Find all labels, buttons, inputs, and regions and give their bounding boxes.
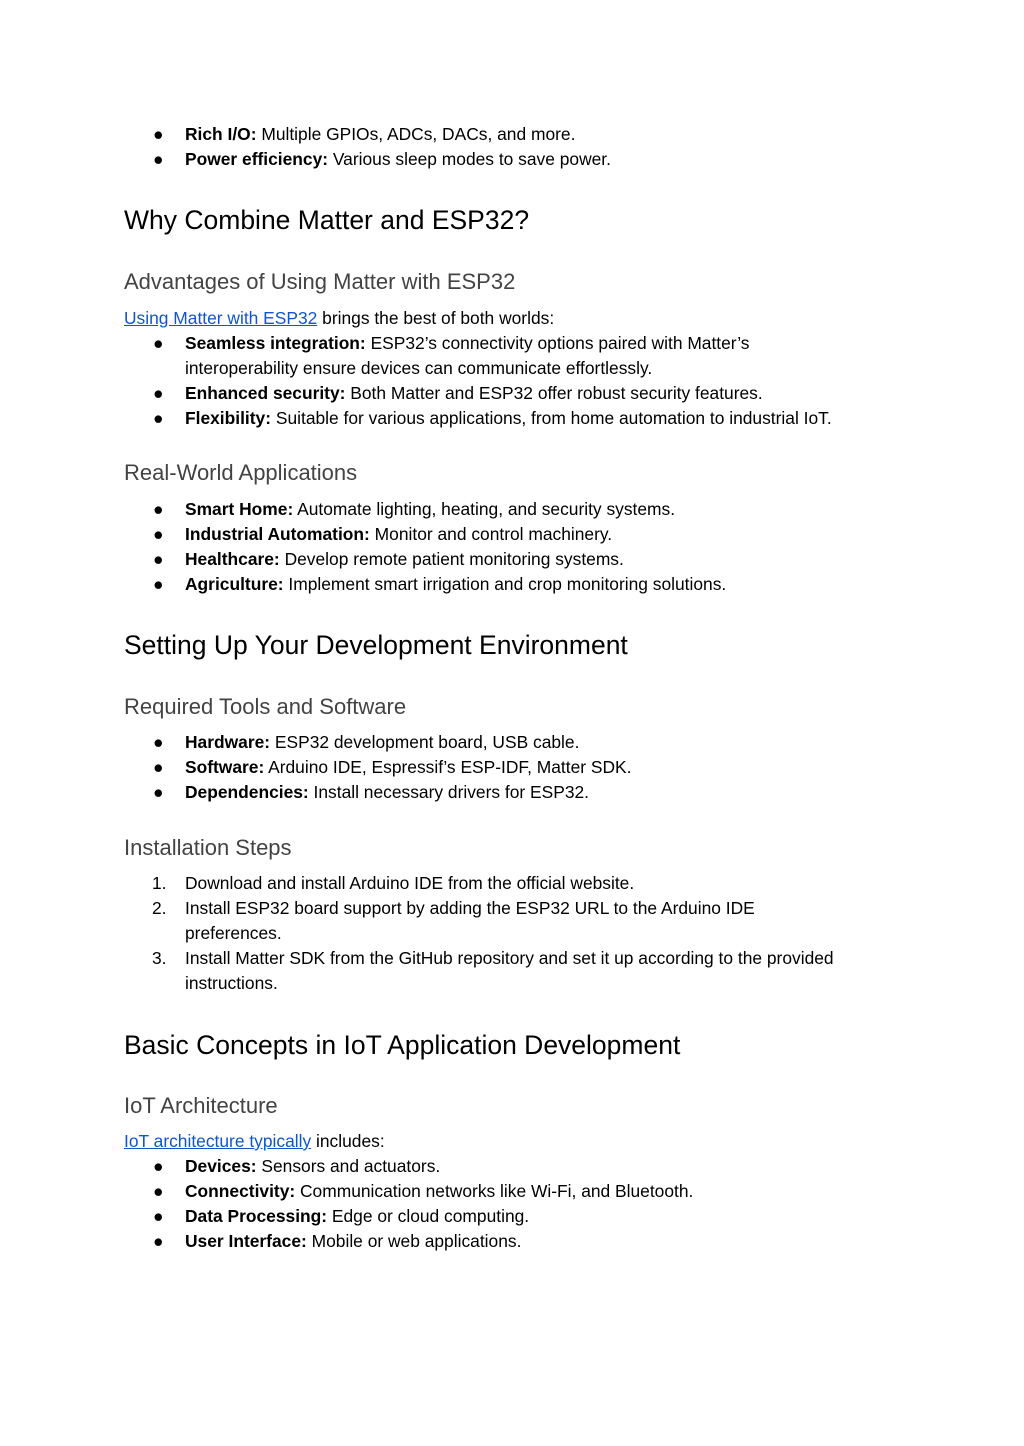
bullet-icon: ●: [153, 524, 164, 544]
list-item: [124, 572, 904, 597]
list-term: Seamless integration:: [185, 333, 366, 353]
list-term: Healthcare:: [185, 549, 280, 569]
lead-text: brings the best of both worlds:: [317, 308, 555, 328]
list-term: Connectivity:: [185, 1181, 296, 1201]
list-item: [124, 406, 904, 431]
list-item: [124, 1204, 904, 1229]
list-text: Develop remote patient monitoring systems.: [279, 549, 624, 569]
heading-advantages: Advantages of Using Matter with ESP32: [124, 269, 516, 294]
bullet-icon: ●: [153, 149, 164, 169]
list-text: Communication networks like Wi-Fi, and Bluetooth.: [295, 1181, 694, 1201]
list-text: Automate lighting, heating, and security systems.: [293, 499, 676, 519]
bullet-icon: ●: [153, 124, 164, 144]
list-term: Enhanced security:: [185, 383, 346, 403]
list-term: Hardware:: [185, 732, 271, 752]
list-item: [124, 331, 904, 381]
list-item: [124, 1229, 904, 1254]
heading-tools: Required Tools and Software: [124, 694, 407, 719]
list-term: Rich I/O:: [185, 124, 257, 144]
bullet-icon: ●: [153, 1231, 164, 1251]
list-term: Agriculture:: [185, 574, 284, 594]
advantages-lead-paragraph: [124, 306, 904, 331]
step-number: 2.: [152, 898, 167, 918]
list-item: [124, 497, 904, 522]
list-term: Dependencies:: [185, 782, 309, 802]
list-item: [124, 122, 904, 147]
step-number: 3.: [152, 948, 167, 968]
heading-architecture: IoT Architecture: [124, 1093, 278, 1118]
list-text: Both Matter and ESP32 offer robust security features.: [345, 383, 763, 403]
bullet-icon: ●: [153, 383, 164, 403]
step-item: [124, 871, 904, 896]
list-term: Devices:: [185, 1156, 257, 1176]
bullet-icon: ●: [153, 1156, 164, 1176]
step-item: [124, 896, 904, 946]
list-item: [124, 1154, 904, 1179]
list-text: Monitor and control machinery.: [369, 524, 613, 544]
list-text: Install necessary drivers for ESP32.: [308, 782, 590, 802]
list-term: Industrial Automation:: [185, 524, 370, 544]
bullet-icon: ●: [153, 574, 164, 594]
list-text: Suitable for various applications, from home automation to industrial IoT.: [271, 408, 832, 428]
step-text: Download and install Arduino IDE from the official website.: [185, 873, 635, 893]
bullet-icon: ●: [153, 1181, 164, 1201]
bullet-icon: ●: [153, 1206, 164, 1226]
bullet-icon: ●: [153, 408, 164, 428]
step-text-continued: instructions.: [185, 973, 278, 993]
list-item: [124, 730, 904, 755]
list-item: [124, 381, 904, 406]
heading-why-combine: Why Combine Matter and ESP32?: [124, 205, 530, 235]
list-term: Software:: [185, 757, 265, 777]
bullet-icon: ●: [153, 549, 164, 569]
list-term: Data Processing:: [185, 1206, 328, 1226]
step-item: [124, 946, 904, 996]
list-text: Arduino IDE, Espressif’s ESP-IDF, Matter SDK.: [264, 757, 632, 777]
list-item: [124, 547, 904, 572]
heading-setup: Setting Up Your Development Environment: [124, 630, 628, 660]
list-text: Edge or cloud computing.: [327, 1206, 530, 1226]
step-number: 1.: [152, 873, 167, 893]
heading-applications: Real-World Applications: [124, 460, 358, 485]
architecture-lead-paragraph: [124, 1129, 904, 1154]
bullet-icon: ●: [153, 333, 164, 353]
list-item: [124, 522, 904, 547]
bullet-icon: ●: [153, 782, 164, 802]
list-term: Flexibility:: [185, 408, 272, 428]
list-term: User Interface:: [185, 1231, 307, 1251]
list-text: Various sleep modes to save power.: [328, 149, 611, 169]
bullet-icon: ●: [153, 757, 164, 777]
list-text: ESP32’s connectivity options paired with Matter’s: [365, 333, 750, 353]
heading-install: Installation Steps: [124, 835, 292, 860]
step-text-continued: preferences.: [185, 923, 282, 943]
list-item: [124, 755, 904, 780]
heading-basics: Basic Concepts in IoT Application Development: [124, 1030, 681, 1060]
using-matter-link[interactable]: Using Matter with ESP32: [124, 308, 318, 328]
list-item: [124, 780, 904, 805]
list-text: ESP32 development board, USB cable.: [270, 732, 580, 752]
list-text: Mobile or web applications.: [306, 1231, 522, 1251]
step-text: Install ESP32 board support by adding the ESP32 URL to the Arduino IDE: [185, 898, 755, 918]
lead-text: includes:: [311, 1131, 385, 1151]
list-text: Sensors and actuators.: [256, 1156, 441, 1176]
list-term: Power efficiency:: [185, 149, 329, 169]
bullet-icon: ●: [153, 732, 164, 752]
list-term: Smart Home:: [185, 499, 294, 519]
list-text: Implement smart irrigation and crop monitoring solutions.: [283, 574, 727, 594]
step-text: Install Matter SDK from the GitHub repository and set it up according to the provided: [185, 948, 834, 968]
list-item: [124, 1179, 904, 1204]
list-item: [124, 147, 904, 172]
list-text-continued: interoperability ensure devices can communicate effortlessly.: [185, 358, 653, 378]
list-text: Multiple GPIOs, ADCs, DACs, and more.: [256, 124, 576, 144]
iot-architecture-link[interactable]: IoT architecture typically: [124, 1131, 312, 1151]
bullet-icon: ●: [153, 499, 164, 519]
